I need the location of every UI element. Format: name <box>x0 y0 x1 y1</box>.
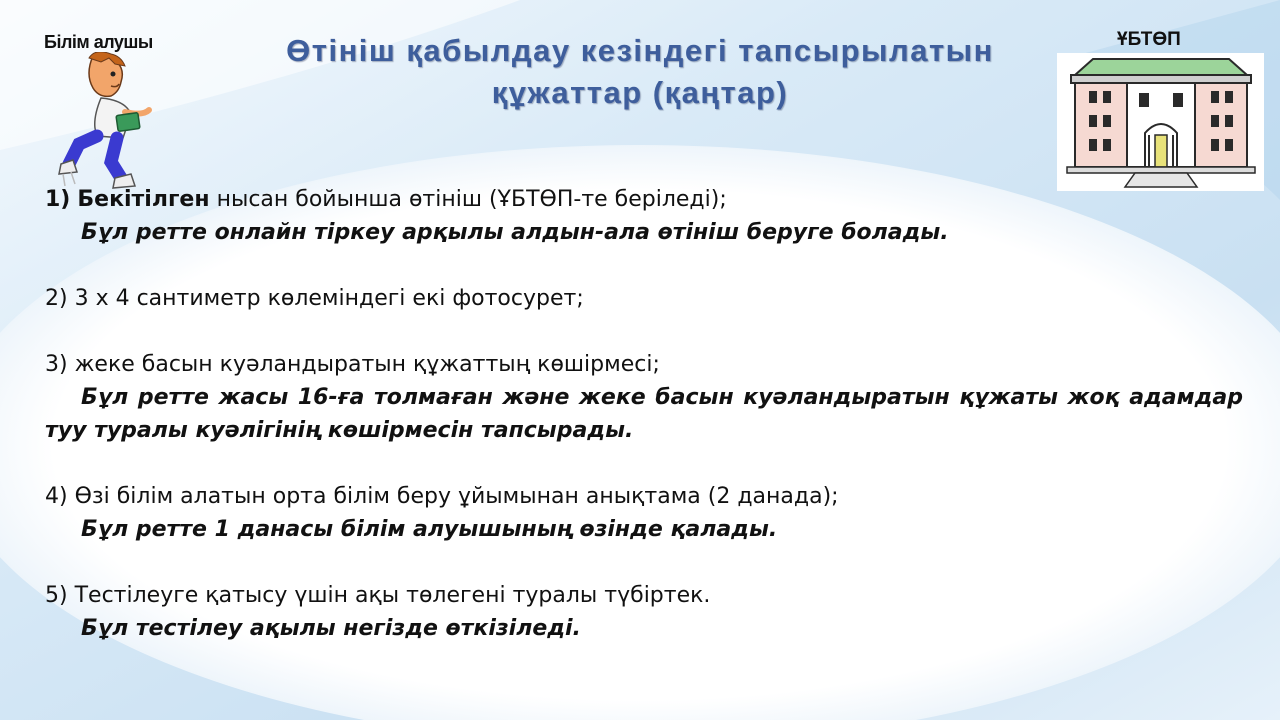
title-line-1: Өтініш қабылдау кезіндегі тапсырылатын <box>286 33 994 68</box>
list-item-5 <box>45 579 1243 612</box>
item-2-number: 2) <box>45 286 68 311</box>
item-1-bold-text: Бекітілген <box>77 187 210 212</box>
list-item-4 <box>45 480 1243 513</box>
item-5-text: Тестілеуге қатысу үшін ақы төлегені туралы түбіртек. <box>74 583 711 608</box>
item-5-number: 5) <box>45 583 68 608</box>
item-3-text: жеке басын куәландыратын құжаттың көшірмесі; <box>74 352 660 377</box>
item-1-note: Бұл ретте онлайн тіркеу арқылы алдын-ала өтініш беруге болады. <box>81 220 949 245</box>
item-4-note: Бұл ретте 1 данасы білім алуышының өзінде қалады. <box>81 517 778 542</box>
running-student-illustration <box>55 52 175 194</box>
item-3-note: Бұл ретте жасы 16-ға толмаған және жеке басын куәландыратын құжаты жоқ адамдар туу туралы куәлігінің көшірмесін тапсырады. <box>45 385 1243 443</box>
student-label: Білім алушы <box>44 32 153 52</box>
title-line-2: құжаттар (қаңтар) <box>491 75 789 110</box>
list-item-3 <box>45 348 1243 381</box>
list-item-2 <box>45 282 1243 315</box>
item-4-number: 4) <box>45 484 68 509</box>
item-1-text: нысан бойынша өтініш (ҰБТӨП-те беріледі); <box>216 187 727 212</box>
item-4-text: Өзі білім алатын орта білім беру ұйымынан анықтама (2 данада); <box>74 484 839 509</box>
page-title <box>230 30 1050 114</box>
building-illustration <box>1057 53 1264 191</box>
documents-list <box>45 183 1243 645</box>
item-2-text: 3 х 4 сантиметр көлеміндегі екі фотосурет; <box>74 286 584 311</box>
item-5-note: Бұл тестілеу ақылы негізде өткізіледі. <box>81 616 581 641</box>
item-1-number: 1) <box>45 187 71 212</box>
item-3-number: 3) <box>45 352 68 377</box>
list-item-1 <box>45 183 1243 216</box>
org-label: ҰБТӨП <box>1117 29 1181 50</box>
